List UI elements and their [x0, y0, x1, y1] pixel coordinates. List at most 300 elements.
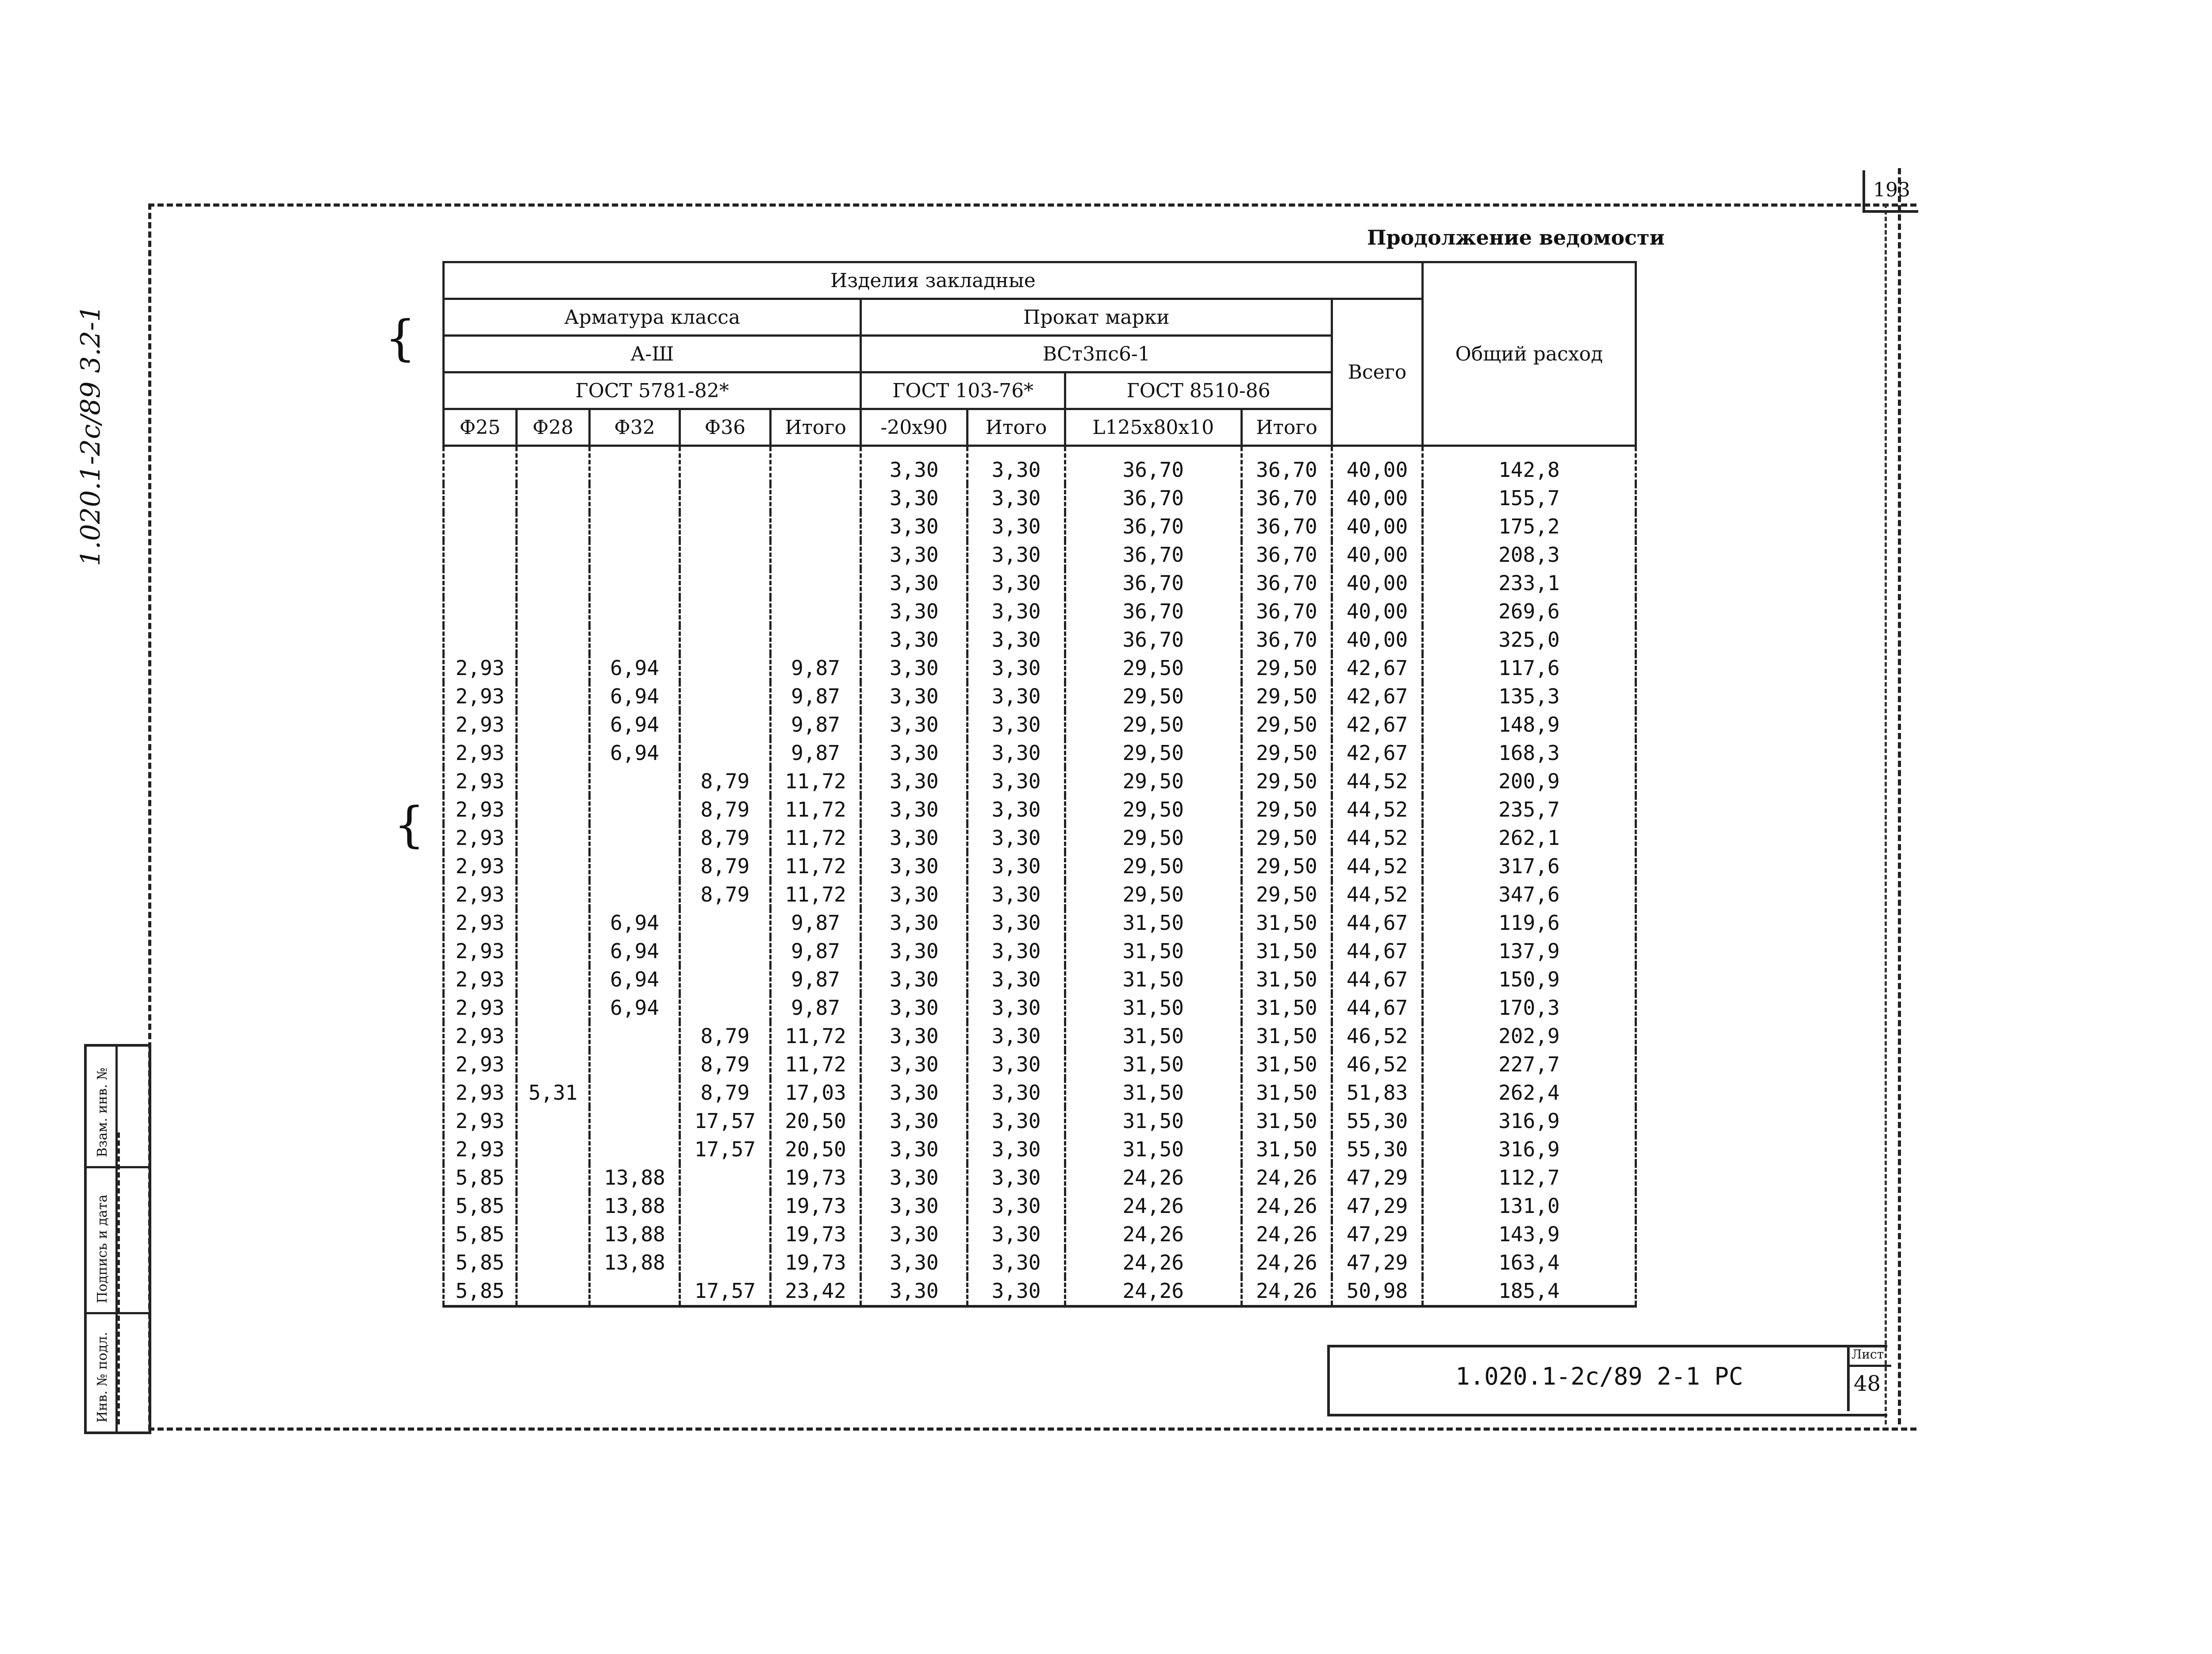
armature-class: А-Ш	[444, 336, 861, 372]
table-cell: 36,70	[1065, 626, 1241, 654]
table-cell: 29,50	[1065, 682, 1241, 710]
table-cell: 3,30	[968, 824, 1065, 852]
table-cell: 24,26	[1065, 1192, 1241, 1220]
table-cell: 117,6	[1422, 654, 1636, 682]
table-cell	[680, 597, 770, 626]
table-cell: 13,88	[589, 1220, 680, 1248]
table-cell: 3,30	[968, 994, 1065, 1022]
table-cell	[516, 1163, 589, 1192]
side-stamp-line	[87, 1166, 149, 1168]
table-cell: 29,50	[1241, 739, 1332, 767]
table-cell	[680, 710, 770, 739]
table-cell: 3,30	[861, 767, 968, 795]
table-cell: 3,30	[861, 597, 968, 626]
table-cell: 9,87	[770, 909, 861, 937]
table-cell: 3,30	[861, 682, 968, 710]
table-row	[444, 569, 1636, 597]
table-cell	[680, 682, 770, 710]
table-cell	[680, 1192, 770, 1220]
table-cell: 44,67	[1332, 965, 1422, 994]
table-cell	[680, 1220, 770, 1248]
table-cell: 31,50	[1241, 1135, 1332, 1163]
table-cell: 5,31	[516, 1078, 589, 1107]
table-cell: 3,30	[861, 654, 968, 682]
table-cell: 262,1	[1422, 824, 1636, 852]
table-cell	[516, 1107, 589, 1135]
table-cell: 227,7	[1422, 1050, 1636, 1078]
table-cell: 163,4	[1422, 1248, 1636, 1277]
table-cell: 42,67	[1332, 654, 1422, 682]
table-cell: 29,50	[1241, 795, 1332, 824]
table-cell	[516, 541, 589, 569]
table-cell: 29,50	[1065, 852, 1241, 880]
table-cell	[589, 1107, 680, 1135]
table-cell: 47,29	[1332, 1192, 1422, 1220]
table-cell: 208,3	[1422, 541, 1636, 569]
armature-header: Арматура класса	[444, 299, 861, 336]
table-cell: 2,93	[444, 654, 517, 682]
table-cell	[680, 965, 770, 994]
table-cell: 3,30	[968, 880, 1065, 909]
table-cell: 40,00	[1332, 541, 1422, 569]
table-cell: 5,85	[444, 1220, 517, 1248]
table-cell: 44,52	[1332, 824, 1422, 852]
table-cell: 29,50	[1241, 767, 1332, 795]
table-cell	[589, 626, 680, 654]
table-cell: 17,57	[680, 1135, 770, 1163]
table-cell: 2,93	[444, 909, 517, 937]
table-cell: 31,50	[1065, 937, 1241, 965]
table-cell	[589, 852, 680, 880]
table-cell: 31,50	[1241, 937, 1332, 965]
table-cell: 31,50	[1241, 1107, 1332, 1135]
column-header: Итого	[1241, 409, 1332, 446]
table-cell: 6,94	[589, 994, 680, 1022]
table-cell	[516, 1277, 589, 1306]
table-cell: 24,26	[1241, 1277, 1332, 1306]
table-cell: 13,88	[589, 1163, 680, 1192]
table-cell	[680, 909, 770, 937]
table-cell	[680, 484, 770, 512]
table-row	[444, 1163, 1636, 1192]
table-cell: 29,50	[1065, 795, 1241, 824]
table-row	[444, 1277, 1636, 1306]
table-cell: 3,30	[968, 1078, 1065, 1107]
table-row	[444, 1050, 1636, 1078]
table-row	[444, 682, 1636, 710]
table-cell: 36,70	[1241, 446, 1332, 484]
table-cell: 40,00	[1332, 512, 1422, 541]
table-cell	[516, 446, 589, 484]
table-cell: 9,87	[770, 682, 861, 710]
table-cell: 11,72	[770, 852, 861, 880]
table-row	[444, 1078, 1636, 1107]
table-cell: 2,93	[444, 1078, 517, 1107]
table-cell: 11,72	[770, 824, 861, 852]
column-header: -20х90	[861, 409, 968, 446]
table-cell	[516, 1248, 589, 1277]
table-cell: 3,30	[968, 569, 1065, 597]
table-cell: 5,85	[444, 1163, 517, 1192]
table-cell: 325,0	[1422, 626, 1636, 654]
table-cell: 5,85	[444, 1277, 517, 1306]
table-cell: 29,50	[1065, 739, 1241, 767]
table-cell: 3,30	[968, 1220, 1065, 1248]
table-cell: 36,70	[1241, 569, 1332, 597]
table-cell	[516, 965, 589, 994]
table-cell	[589, 446, 680, 484]
rolled-gost-strip: ГОСТ 103-76*	[861, 372, 1065, 409]
table-cell: 2,93	[444, 1050, 517, 1078]
table-cell	[516, 512, 589, 541]
table-cell: 36,70	[1241, 541, 1332, 569]
table-cell	[516, 767, 589, 795]
table-cell: 3,30	[968, 484, 1065, 512]
table-cell: 2,93	[444, 965, 517, 994]
table-cell: 2,93	[444, 824, 517, 852]
table-cell: 31,50	[1241, 909, 1332, 937]
table-cell: 40,00	[1332, 569, 1422, 597]
table-cell: 8,79	[680, 1078, 770, 1107]
table-cell: 3,30	[861, 965, 968, 994]
title-block-sheet-label: Лист	[1851, 1347, 1884, 1362]
table-cell: 2,93	[444, 852, 517, 880]
table-cell: 29,50	[1065, 710, 1241, 739]
table-row	[444, 1192, 1636, 1220]
table-cell	[516, 682, 589, 710]
table-cell: 36,70	[1241, 512, 1332, 541]
table-cell: 6,94	[589, 654, 680, 682]
table-cell: 6,94	[589, 965, 680, 994]
table-cell: 29,50	[1065, 654, 1241, 682]
table-cell: 11,72	[770, 1022, 861, 1050]
table-cell: 2,93	[444, 739, 517, 767]
table-cell: 3,30	[861, 1107, 968, 1135]
table-cell: 316,9	[1422, 1107, 1636, 1135]
table-row	[444, 446, 1636, 484]
table-cell	[516, 569, 589, 597]
table-cell: 3,30	[968, 1163, 1065, 1192]
table-cell	[680, 1163, 770, 1192]
table-cell: 31,50	[1241, 965, 1332, 994]
table-cell: 31,50	[1065, 965, 1241, 994]
table-cell: 29,50	[1241, 880, 1332, 909]
table-cell: 2,93	[444, 1107, 517, 1135]
table-cell: 235,7	[1422, 795, 1636, 824]
table-cell	[516, 795, 589, 824]
table-cell: 317,6	[1422, 852, 1636, 880]
table-cell: 5,85	[444, 1248, 517, 1277]
brace-mark-top: {	[385, 310, 416, 366]
table-cell: 11,72	[770, 795, 861, 824]
table-cell: 24,26	[1065, 1220, 1241, 1248]
table-cell	[516, 739, 589, 767]
table-cell	[589, 1078, 680, 1107]
column-header: Итого	[968, 409, 1065, 446]
table-cell: 20,50	[770, 1107, 861, 1135]
table-cell: 8,79	[680, 1022, 770, 1050]
table-cell: 3,30	[861, 909, 968, 937]
column-header: Итого	[770, 409, 861, 446]
table-cell: 29,50	[1065, 824, 1241, 852]
table-cell: 40,00	[1332, 484, 1422, 512]
table-cell: 2,93	[444, 767, 517, 795]
table-cell: 3,30	[968, 767, 1065, 795]
table-row	[444, 767, 1636, 795]
table-row	[444, 824, 1636, 852]
table-cell: 175,2	[1422, 512, 1636, 541]
table-cell	[516, 1220, 589, 1248]
table-cell: 44,67	[1332, 994, 1422, 1022]
table-cell: 29,50	[1241, 824, 1332, 852]
table-cell	[680, 739, 770, 767]
table-cell: 44,52	[1332, 852, 1422, 880]
table-cell	[516, 994, 589, 1022]
table-cell: 44,52	[1332, 795, 1422, 824]
table-cell: 9,87	[770, 739, 861, 767]
table-cell	[516, 654, 589, 682]
table-cell: 19,73	[770, 1163, 861, 1192]
table-cell: 3,30	[861, 1277, 968, 1306]
table-cell: 13,88	[589, 1192, 680, 1220]
table-cell: 6,94	[589, 739, 680, 767]
table-cell: 36,70	[1065, 484, 1241, 512]
table-cell	[444, 569, 517, 597]
table-cell: 3,30	[861, 1050, 968, 1078]
table-cell	[589, 512, 680, 541]
table-cell	[516, 824, 589, 852]
table-cell	[589, 795, 680, 824]
table-row	[444, 597, 1636, 626]
armature-gost: ГОСТ 5781-82*	[444, 372, 861, 409]
table-cell: 3,30	[861, 569, 968, 597]
table-cell: 3,30	[861, 1022, 968, 1050]
table-cell: 3,30	[968, 446, 1065, 484]
table-cell	[589, 880, 680, 909]
table-cell: 3,30	[861, 795, 968, 824]
side-document-code: 1.020.1-2с/89 3.2-1	[75, 305, 106, 566]
table-cell: 168,3	[1422, 739, 1636, 767]
drawing-frame-right	[1898, 168, 1901, 1424]
table-cell: 47,29	[1332, 1248, 1422, 1277]
table-cell: 46,52	[1332, 1050, 1422, 1078]
table-cell: 36,70	[1241, 597, 1332, 626]
table-cell: 131,0	[1422, 1192, 1636, 1220]
table-cell: 24,26	[1065, 1277, 1241, 1306]
table-cell	[516, 626, 589, 654]
table-cell: 11,72	[770, 1050, 861, 1078]
table-cell: 55,30	[1332, 1107, 1422, 1135]
table-cell: 6,94	[589, 682, 680, 710]
table-cell: 9,87	[770, 994, 861, 1022]
table-cell: 55,30	[1332, 1135, 1422, 1163]
table-cell: 31,50	[1065, 1078, 1241, 1107]
table-cell: 31,50	[1065, 1107, 1241, 1135]
table-cell	[589, 1022, 680, 1050]
table-cell	[589, 1050, 680, 1078]
table-cell: 8,79	[680, 1050, 770, 1078]
drawing-frame-inner	[1885, 203, 1887, 1424]
table-cell	[770, 597, 861, 626]
table-cell: 42,67	[1332, 739, 1422, 767]
table-cell	[444, 446, 517, 484]
table-cell	[589, 1135, 680, 1163]
table-cell: 3,30	[861, 446, 968, 484]
table-cell: 17,03	[770, 1078, 861, 1107]
table-cell: 3,30	[968, 739, 1065, 767]
table-cell: 3,30	[861, 1248, 968, 1277]
title-block-code: 1.020.1-2с/89 2-1 РС	[1455, 1362, 1743, 1390]
table-cell: 3,30	[968, 654, 1065, 682]
column-header: Ф32	[589, 409, 680, 446]
table-cell	[680, 541, 770, 569]
table-cell: 143,9	[1422, 1220, 1636, 1248]
table-cell: 36,70	[1065, 569, 1241, 597]
table-cell: 170,3	[1422, 994, 1636, 1022]
table-cell: 29,50	[1241, 682, 1332, 710]
table-row	[444, 909, 1636, 937]
table-cell	[589, 597, 680, 626]
table-cell: 5,85	[444, 1192, 517, 1220]
title-block-sheet-divider	[1847, 1365, 1891, 1367]
table-cell: 8,79	[680, 824, 770, 852]
table-cell: 24,26	[1065, 1163, 1241, 1192]
table-cell	[516, 710, 589, 739]
table-cell: 24,26	[1241, 1192, 1332, 1220]
table-cell: 3,30	[968, 710, 1065, 739]
table-row	[444, 795, 1636, 824]
table-row	[444, 1107, 1636, 1135]
table-cell: 13,88	[589, 1248, 680, 1277]
rolled-header: Прокат марки	[861, 299, 1332, 336]
table-cell: 2,93	[444, 880, 517, 909]
table-row	[444, 965, 1636, 994]
table-cell: 269,6	[1422, 597, 1636, 626]
table-cell: 42,67	[1332, 710, 1422, 739]
table-cell: 47,29	[1332, 1163, 1422, 1192]
table-cell: 3,30	[968, 965, 1065, 994]
brace-mark-bottom: {	[394, 796, 425, 853]
table-cell	[680, 1248, 770, 1277]
side-stamp-sign-date: Подпись и дата	[95, 1194, 110, 1303]
table-cell	[589, 767, 680, 795]
table-cell	[680, 937, 770, 965]
table-cell: 3,30	[968, 597, 1065, 626]
table-cell: 9,87	[770, 654, 861, 682]
table-cell: 3,30	[861, 994, 968, 1022]
table-cell: 2,93	[444, 994, 517, 1022]
table-cell: 24,26	[1065, 1248, 1241, 1277]
table-cell	[680, 654, 770, 682]
table-cell	[589, 824, 680, 852]
table-row	[444, 512, 1636, 541]
table-cell: 17,57	[680, 1277, 770, 1306]
table-cell	[516, 1050, 589, 1078]
table-cell: 3,30	[968, 1192, 1065, 1220]
table-cell	[770, 541, 861, 569]
table-cell: 9,87	[770, 965, 861, 994]
table-cell: 36,70	[1065, 512, 1241, 541]
table-cell	[680, 569, 770, 597]
table-cell	[680, 512, 770, 541]
table-cell	[589, 484, 680, 512]
table-cell	[589, 1277, 680, 1306]
table-cell: 3,30	[861, 1078, 968, 1107]
table-cell: 112,7	[1422, 1163, 1636, 1192]
rolled-gost-angle: ГОСТ 8510-86	[1065, 372, 1332, 409]
table-cell	[516, 597, 589, 626]
table-cell	[516, 1135, 589, 1163]
table-cell: 40,00	[1332, 626, 1422, 654]
group-header: Изделия закладные	[444, 262, 1423, 299]
table-cell: 3,30	[861, 824, 968, 852]
table-cell: 6,94	[589, 710, 680, 739]
table-cell: 262,4	[1422, 1078, 1636, 1107]
table-cell: 20,50	[770, 1135, 861, 1163]
table-cell: 44,52	[1332, 880, 1422, 909]
table-cell: 3,30	[968, 1248, 1065, 1277]
table-cell	[516, 1192, 589, 1220]
table-cell: 3,30	[861, 1192, 968, 1220]
table-row	[444, 541, 1636, 569]
table-cell: 29,50	[1241, 852, 1332, 880]
table-cell: 31,50	[1065, 994, 1241, 1022]
table-cell: 44,52	[1332, 767, 1422, 795]
table-cell: 3,30	[861, 739, 968, 767]
table-cell: 17,57	[680, 1107, 770, 1135]
table-cell	[444, 512, 517, 541]
table-cell: 8,79	[680, 852, 770, 880]
rolled-grade: ВСт3пс6-1	[861, 336, 1332, 372]
table-cell	[516, 909, 589, 937]
table-cell: 137,9	[1422, 937, 1636, 965]
table-cell: 3,30	[861, 1135, 968, 1163]
column-header: Ф25	[444, 409, 517, 446]
table-cell: 2,93	[444, 1135, 517, 1163]
table-cell	[444, 541, 517, 569]
table-cell: 2,93	[444, 795, 517, 824]
table-cell	[516, 1022, 589, 1050]
table-cell: 29,50	[1241, 710, 1332, 739]
table-cell: 148,9	[1422, 710, 1636, 739]
side-stamp-inv-no: Инв. № подл.	[95, 1332, 110, 1423]
table-row	[444, 852, 1636, 880]
table-cell: 19,73	[770, 1220, 861, 1248]
table-cell	[680, 994, 770, 1022]
table-cell: 3,30	[861, 541, 968, 569]
table-cell: 6,94	[589, 909, 680, 937]
table-cell: 19,73	[770, 1192, 861, 1220]
table-row	[444, 739, 1636, 767]
table-cell	[770, 484, 861, 512]
table-cell: 3,30	[968, 852, 1065, 880]
table-cell	[444, 597, 517, 626]
column-header: Ф28	[516, 409, 589, 446]
table-cell: 29,50	[1065, 880, 1241, 909]
table-cell: 347,6	[1422, 880, 1636, 909]
table-cell	[770, 446, 861, 484]
table-cell: 19,73	[770, 1248, 861, 1277]
table-cell: 31,50	[1065, 909, 1241, 937]
table-cell: 29,50	[1241, 654, 1332, 682]
table-cell: 40,00	[1332, 597, 1422, 626]
table-cell: 31,50	[1065, 1050, 1241, 1078]
table-cell: 36,70	[1241, 626, 1332, 654]
total-header: Всего	[1332, 299, 1422, 446]
table-cell: 3,30	[861, 626, 968, 654]
table-cell: 11,72	[770, 880, 861, 909]
table-cell: 3,30	[968, 1050, 1065, 1078]
